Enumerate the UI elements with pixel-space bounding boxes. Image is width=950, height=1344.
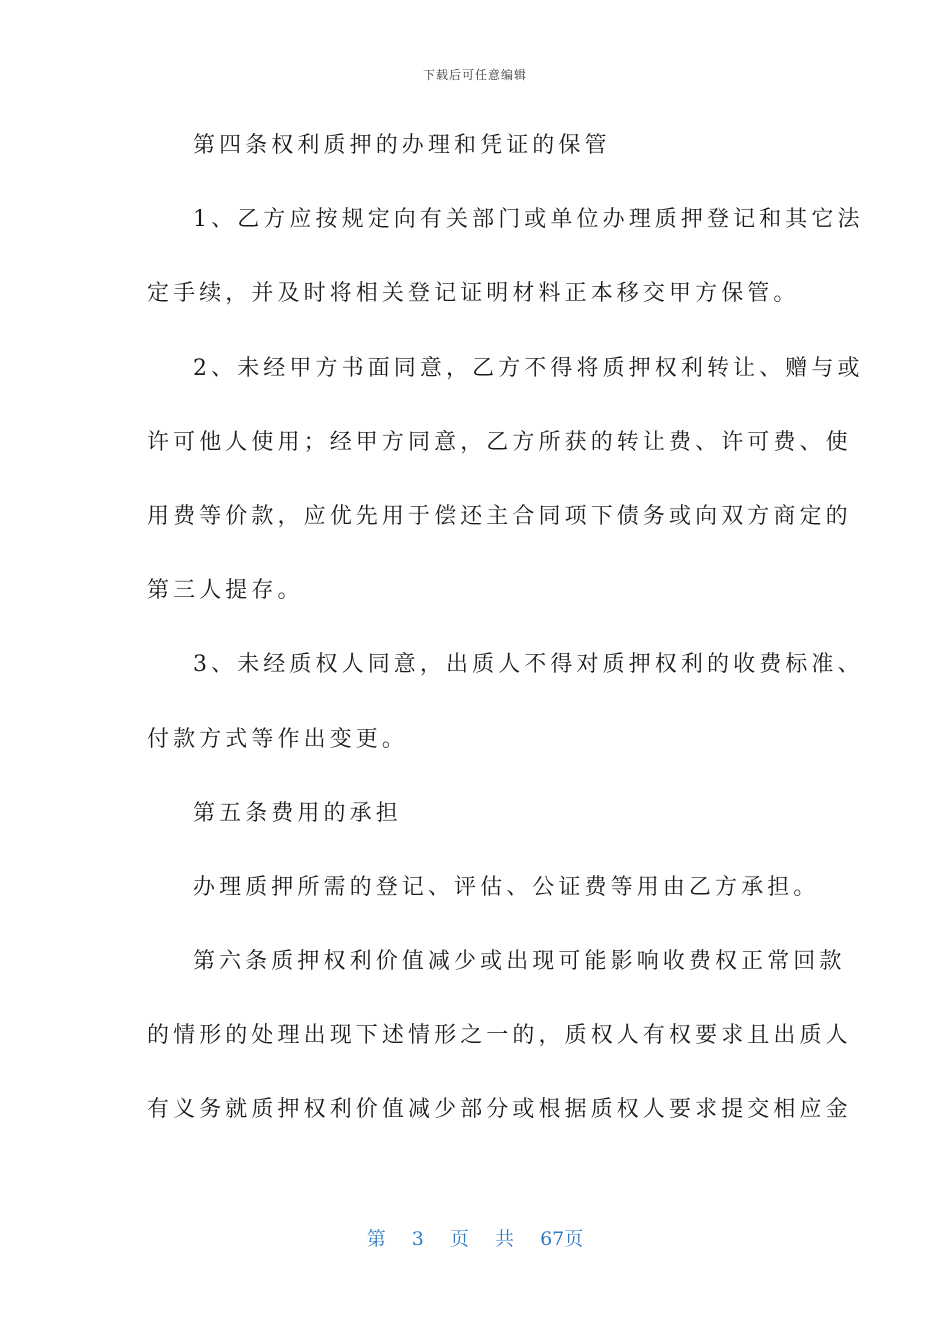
- footer-page-label: 第: [366, 1228, 386, 1250]
- paragraph-line: 第三人提存。: [147, 578, 304, 604]
- page-footer: [0, 1224, 950, 1251]
- footer-total-pages: 67页: [540, 1228, 584, 1250]
- paragraph-line: 第四条权利质押的办理和凭证的保管: [193, 133, 611, 158]
- paragraph-line: 办理质押所需的登记、评估、公证费等用由乙方承担。: [193, 874, 820, 900]
- paragraph-line: 1、乙方应按规定向有关部门或单位办理质押登记和其它法: [193, 207, 864, 233]
- section-heading: 第五条费用的承担: [193, 800, 402, 826]
- paragraph-line: 有义务就质押权利价值减少部分或根据质权人要求提交相应金: [147, 1097, 852, 1123]
- paragraph-line: 的情形的处理出现下述情形之一的，质权人有权要求且出质人: [147, 1023, 852, 1049]
- footer-page-unit: 页: [449, 1228, 469, 1250]
- footer-total-label: 共: [495, 1228, 515, 1250]
- footer-current-page: 3: [411, 1228, 424, 1250]
- paragraph-line: 许可他人使用；经甲方同意，乙方所获的转让费、许可费、使: [147, 429, 852, 455]
- paragraph-line: 定手续，并及时将相关登记证明材料正本移交甲方保管。: [147, 281, 800, 307]
- paragraph-line: 3、未经质权人同意，出质人不得对质押权利的收费标准、: [193, 652, 864, 678]
- paragraph-line: 用费等价款，应优先用于偿还主合同项下债务或向双方商定的: [147, 503, 852, 529]
- header-note: 下载后可任意编辑: [422, 68, 527, 82]
- paragraph-line: 付款方式等作出变更。: [147, 726, 409, 752]
- paragraph-line: 2、未经甲方书面同意，乙方不得将质押权利转让、赠与或: [193, 355, 864, 381]
- document-body: [147, 124, 864, 1163]
- section-heading: 第六条质押权利价值减少或出现可能影响收费权正常回款: [193, 949, 846, 975]
